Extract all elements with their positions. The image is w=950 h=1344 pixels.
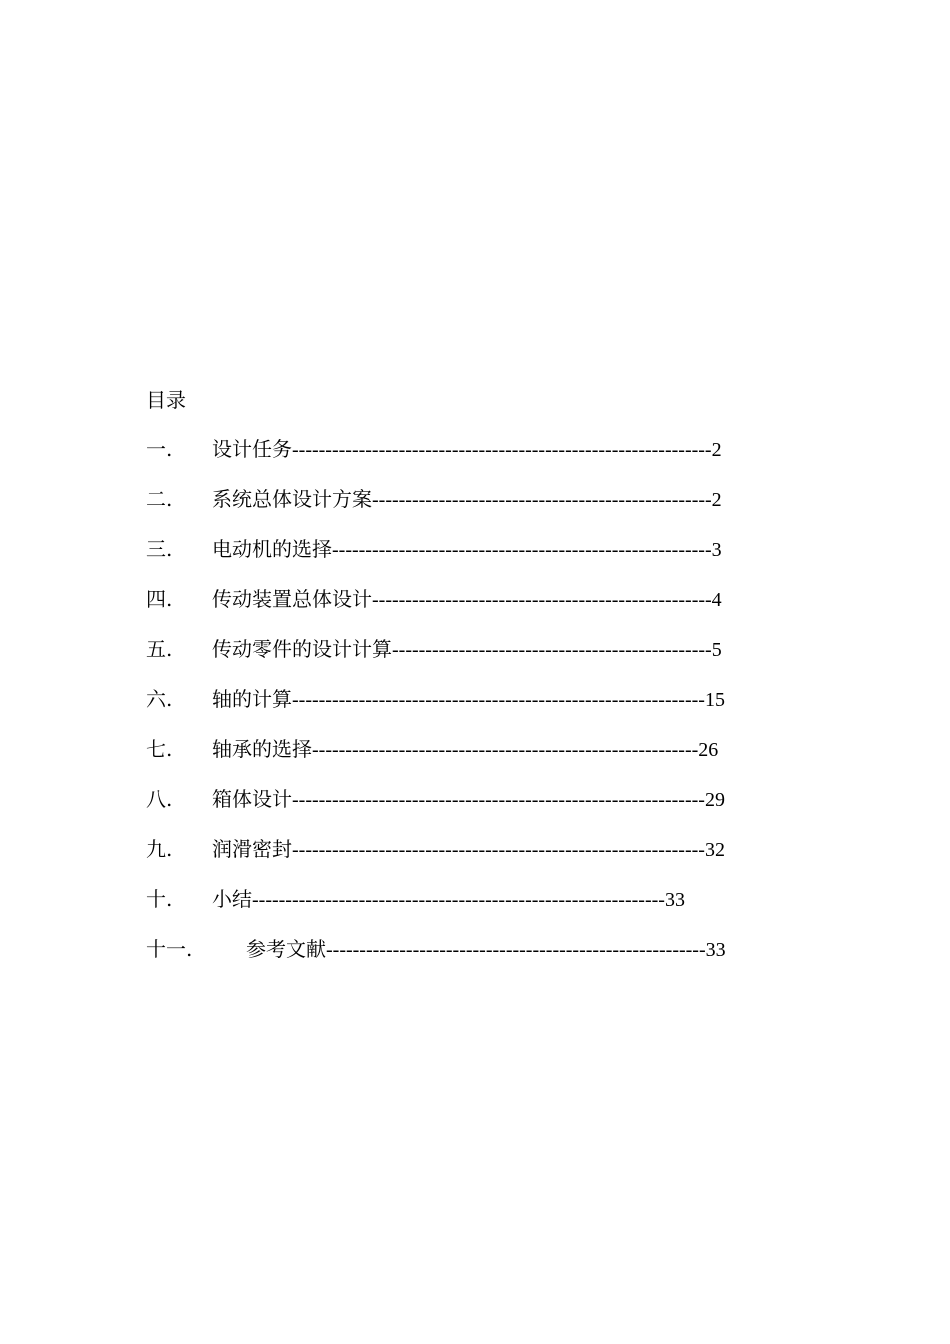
toc-entry[interactable] xyxy=(146,885,685,913)
toc-page-number: 26 xyxy=(698,739,719,761)
toc-leader-dots: -------------------------------------------------------------- xyxy=(292,789,705,811)
toc-entry-number: 一. xyxy=(146,437,173,461)
toc-leader-dots: --------------------------------------------------------- xyxy=(332,539,712,561)
toc-entry-title: 润滑密封 xyxy=(212,837,292,861)
toc-page-number: 15 xyxy=(704,689,725,711)
toc-entry-number: 十. xyxy=(146,887,173,911)
toc-leader-dots: ---------------------------------------------------------- xyxy=(312,739,699,761)
toc-entry-title: 设计任务 xyxy=(212,437,292,461)
toc-page-number: 33 xyxy=(705,939,726,961)
toc-leader-dots: ------------------------------------------------ xyxy=(392,639,712,661)
toc-entry-number: 七. xyxy=(146,737,173,761)
toc-entry-number: 六. xyxy=(146,687,173,711)
toc-leader-dots: -------------------------------------------------------------- xyxy=(292,689,705,711)
toc-page-number: 5 xyxy=(711,639,722,661)
toc-entry-title: 箱体设计 xyxy=(212,787,292,811)
toc-page-number: 2 xyxy=(711,489,722,511)
toc-entry[interactable] xyxy=(146,785,725,813)
toc-entry[interactable] xyxy=(146,535,722,563)
toc-title: 目录 xyxy=(146,388,186,412)
toc-entry-number: 五. xyxy=(146,637,173,661)
toc-entry[interactable] xyxy=(146,685,725,713)
toc-entry[interactable] xyxy=(146,585,722,613)
toc-entry-title: 小结 xyxy=(212,887,252,911)
toc-page-number: 2 xyxy=(711,439,722,461)
toc-leader-dots: -------------------------------------------------------------- xyxy=(292,839,705,861)
toc-entry-number: 二. xyxy=(146,487,173,511)
toc-entry-number: 八. xyxy=(146,787,173,811)
toc-entry[interactable] xyxy=(146,935,726,963)
toc-entry-title: 传动零件的设计计算 xyxy=(212,637,392,661)
toc-page-number: 32 xyxy=(704,839,725,861)
toc-entry-number: 九. xyxy=(146,837,173,861)
toc-entry-title: 参考文献 xyxy=(246,937,326,961)
toc-entry-title: 轴承的选择 xyxy=(212,737,312,761)
toc-entry[interactable] xyxy=(146,635,722,663)
toc-page-number: 4 xyxy=(711,589,722,611)
toc-leader-dots: --------------------------------------------------------------- xyxy=(292,439,712,461)
toc-page-number: 3 xyxy=(711,539,722,561)
toc-entry-title: 传动装置总体设计 xyxy=(212,587,372,611)
toc-leader-dots: -------------------------------------------------------------- xyxy=(252,889,665,911)
toc-entry[interactable] xyxy=(146,835,725,863)
toc-entry[interactable] xyxy=(146,435,722,463)
toc-entry-number: 三. xyxy=(146,537,173,561)
toc-leader-dots: --------------------------------------------------------- xyxy=(326,939,706,961)
toc-leader-dots: --------------------------------------------------- xyxy=(372,589,712,611)
toc-leader-dots: --------------------------------------------------- xyxy=(372,489,712,511)
toc-entry-title: 轴的计算 xyxy=(212,687,292,711)
toc-entry-title: 电动机的选择 xyxy=(212,537,332,561)
toc-entry[interactable] xyxy=(146,735,718,763)
toc-page-number: 33 xyxy=(664,889,685,911)
toc-entry-title: 系统总体设计方案 xyxy=(212,487,372,511)
toc-entry[interactable] xyxy=(146,485,722,513)
toc-page-number: 29 xyxy=(704,789,725,811)
toc-entry-number: 四. xyxy=(146,587,173,611)
toc-entry-number: 十一. xyxy=(146,937,193,961)
